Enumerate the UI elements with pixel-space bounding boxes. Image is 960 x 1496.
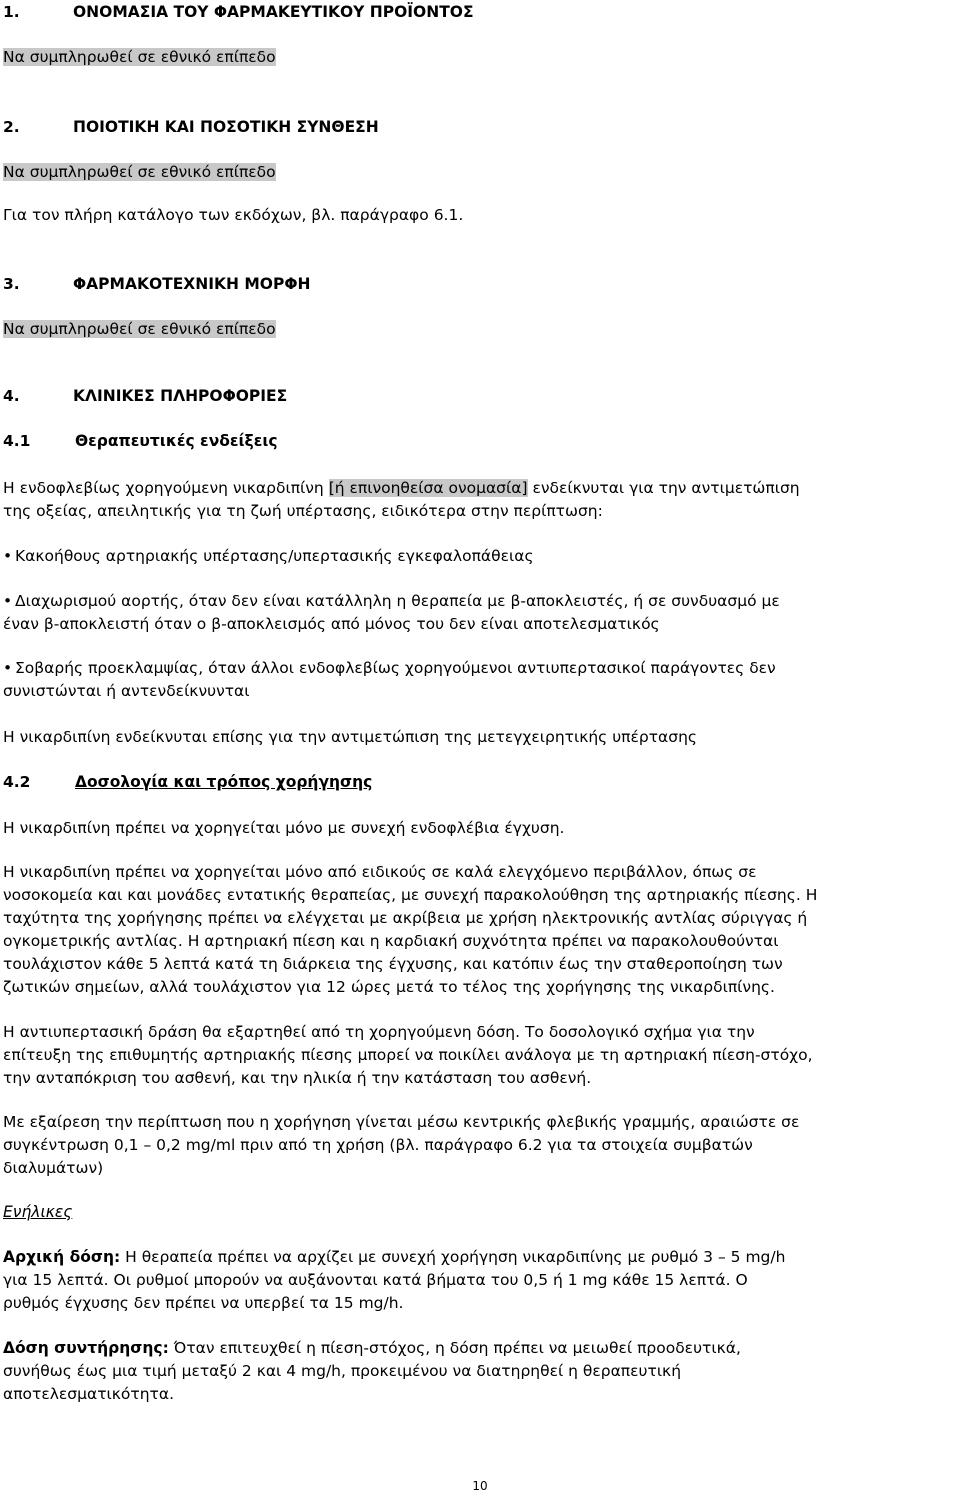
bullet-text: Κακοήθους αρτηριακής υπέρτασης/υπερτασικής εγκεφαλοπάθειας xyxy=(15,547,534,565)
section-3-heading xyxy=(3,274,310,294)
bullet-text: Διαχωρισμού αορτής, όταν δεν είναι κατάλληλη η θεραπεία με β-αποκλειστές, ή σε συνδυασμό με xyxy=(15,592,780,610)
section-title: ΦΑΡΜΑΚΟΤΕΧΝΙΚΗ ΜΟΡΦΗ xyxy=(73,275,311,293)
dosage-paragraph-2-line: ταχύτητα της χορήγησης πρέπει να ελέγχεται με ακρίβεια με χρήση ηλεκτρονικής αντλίας σύριγγας ή xyxy=(3,909,808,927)
bullet-icon: • xyxy=(3,547,13,565)
page-number: 10 xyxy=(472,1479,488,1493)
section-number: 3. xyxy=(3,275,20,293)
text-run: Η θεραπεία πρέπει να αρχίζει με συνεχή χορήγηση νικαρδιπίνης με ρυθμό 3 – 5 mg/h xyxy=(120,1248,786,1266)
bullet-item-3 xyxy=(3,658,776,678)
text-run: ενδείκνυται για την αντιμετώπιση xyxy=(527,479,800,497)
dosage-paragraph-4-line: Με εξαίρεση την περίπτωση που η χορήγηση γίνεται μέσω κεντρικής φλεβικής γραμμής, αραιώστε σε xyxy=(3,1113,800,1131)
section-title: ΟΝΟΜΑΣΙΑ ΤΟΥ ΦΑΡΜΑΚΕΥΤΙΚΟΥ ΠΡΟΪΟΝΤΟΣ xyxy=(73,3,474,21)
section-4-2-heading xyxy=(3,772,372,792)
bullet-item-3-continuation: συνιστώνται ή αντενδείκνυνται xyxy=(3,682,250,700)
national-level-placeholder: Να συμπληρωθεί σε εθνικό επίπεδο xyxy=(3,320,276,338)
section-title: Δοσολογία και τρόπος χορήγησης xyxy=(75,773,373,791)
section-number: 2. xyxy=(3,118,20,136)
section-3-national-note xyxy=(3,319,276,339)
national-level-placeholder: Να συμπληρωθεί σε εθνικό επίπεδο xyxy=(3,48,276,66)
maintenance-dose-line-1 xyxy=(3,1338,741,1358)
section-4-1-heading xyxy=(3,431,278,451)
postop-indication: Η νικαρδιπίνη ενδείκνυται επίσης για την αντιμετώπιση της μετεγχειρητικής υπέρτασης xyxy=(3,728,698,746)
section-number: 4.1 xyxy=(3,432,31,450)
section-title: Θεραπευτικές ενδείξεις xyxy=(75,432,278,450)
dosage-paragraph-2-line: ογκομετρικής αντλίας. Η αρτηριακή πίεση και η καρδιακή συχνότητα πρέπει να παρακολουθούνται xyxy=(3,932,779,950)
initial-dose-label: Αρχική δόση: xyxy=(3,1248,121,1266)
dosage-paragraph-3-line: την ανταπόκριση του ασθενή, και την ηλικία ή την κατάσταση του ασθενή. xyxy=(3,1069,592,1087)
section-1-national-note xyxy=(3,47,276,67)
dosage-paragraph-2-line: ζωτικών σημείων, αλλά τουλάχιστον για 12 ώρες μετά το τέλος της χορήγησης της νικαρδιπίνης. xyxy=(3,978,775,996)
dosage-paragraph-2-line: νοσοκομεία και και μονάδες εντατικής θεραπείας, με συνεχή παρακολούθηση της αρτηριακής πίεσης. Η xyxy=(3,886,818,904)
text-run: Η ενδοφλεβίως χορηγούμενη νικαρδιπίνη xyxy=(3,479,329,497)
indication-paragraph-line-2: της οξείας, απειλητικής για τη ζωή υπέρτασης, ειδικότερα στην περίπτωση: xyxy=(3,502,603,520)
initial-dose-line-1 xyxy=(3,1247,785,1267)
bullet-item-2-continuation: έναν β-αποκλειστή όταν ο β-αποκλεισμός από μόνος του δεν είναι αποτελεσματικός xyxy=(3,615,660,633)
adults-subheading: Ενήλικες xyxy=(3,1203,73,1221)
dosage-paragraph-4-line: διαλυμάτων) xyxy=(3,1159,104,1177)
bullet-text: Σοβαρής προεκλαμψίας, όταν άλλοι ενδοφλεβίως χορηγούμενοι αντιυπερτασικοί παράγοντες δεν xyxy=(15,659,776,677)
invented-name-placeholder: [ή επινοηθείσα ονομασία] xyxy=(328,479,528,497)
dosage-paragraph-3-line: επίτευξη της επιθυμητής αρτηριακής πίεσης μπορεί να ποικίλει ανάλογα με τη αρτηριακή πίεση-στόχο, xyxy=(3,1046,813,1064)
maintenance-dose-line-3: αποτελεσματικότητα. xyxy=(3,1385,175,1403)
section-number: 4. xyxy=(3,387,20,405)
bullet-icon: • xyxy=(3,592,13,610)
text-run: Όταν επιτευχθεί η πίεση-στόχος, η δόση πρέπει να μειωθεί προοδευτικά, xyxy=(168,1339,741,1357)
dosage-paragraph-2-line: Η νικαρδιπίνη πρέπει να χορηγείται μόνο από ειδικούς σε καλά ελεγχόμενο περιβάλλον, όπως σε xyxy=(3,863,757,881)
dosage-paragraph-4-line: συγκέντρωση 0,1 – 0,2 mg/ml πριν από τη χρήση (βλ. παράγραφο 6.2 για τα στοιχεία συμβατών xyxy=(3,1136,753,1154)
section-4-heading xyxy=(3,386,287,406)
maintenance-dose-line-2: συνήθως έως μια τιμή μεταξύ 2 και 4 mg/h, προκειμένου να διατηρηθεί η θεραπευτική xyxy=(3,1362,682,1380)
excipients-note: Για τον πλήρη κατάλογο των εκδόχων, βλ. παράγραφο 6.1. xyxy=(3,206,464,224)
bullet-icon: • xyxy=(3,659,13,677)
section-1-heading xyxy=(3,2,474,22)
dosage-paragraph-2-line: τουλάχιστον κάθε 5 λεπτά κατά τη διάρκεια της έγχυσης, και κατόπιν έως την σταθεροποίηση των xyxy=(3,955,783,973)
dosage-paragraph-3-line: Η αντιυπερτασική δράση θα εξαρτηθεί από τη χορηγούμενη δόση. Το δοσολογικό σχήμα για την xyxy=(3,1023,755,1041)
section-title: ΠΟΙΟΤΙΚΗ ΚΑΙ ΠΟΣΟΤΙΚΗ ΣΥΝΘΕΣΗ xyxy=(73,118,379,136)
dosage-paragraph-1: Η νικαρδιπίνη πρέπει να χορηγείται μόνο με συνεχή ενδοφλέβια έγχυση. xyxy=(3,819,565,837)
bullet-item-1 xyxy=(3,546,534,566)
section-title: ΚΛΙΝΙΚΕΣ ΠΛΗΡΟΦΟΡΙΕΣ xyxy=(73,387,288,405)
section-number: 1. xyxy=(3,3,20,21)
section-number: 4.2 xyxy=(3,773,31,791)
bullet-item-2 xyxy=(3,591,780,611)
national-level-placeholder: Να συμπληρωθεί σε εθνικό επίπεδο xyxy=(3,163,276,181)
maintenance-dose-label: Δόση συντήρησης: xyxy=(3,1339,169,1357)
initial-dose-line-2: για 15 λεπτά. Οι ρυθμοί μπορούν να αυξάνονται κατά βήματα του 0,5 ή 1 mg κάθε 15 λεπτά. Ο xyxy=(3,1271,748,1289)
indication-paragraph-line-1 xyxy=(3,478,800,498)
initial-dose-line-3: ρυθμός έγχυσης δεν πρέπει να υπερβεί τα 15 mg/h. xyxy=(3,1294,404,1312)
section-2-national-note xyxy=(3,162,276,182)
section-2-heading xyxy=(3,117,379,137)
